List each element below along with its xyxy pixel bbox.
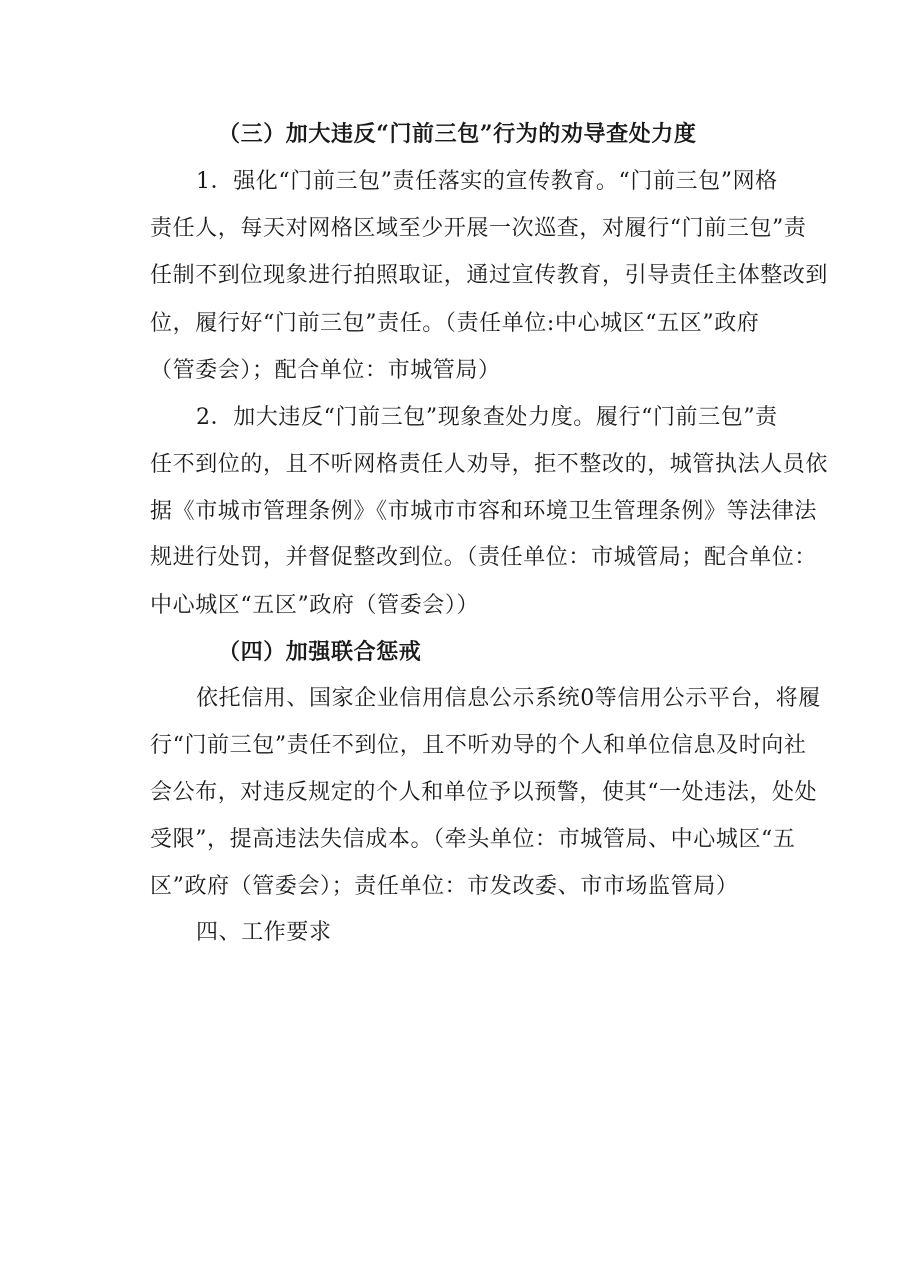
item-1-line-2: 责任人，每天对网格区域至少开展一次巡查，对履行“门前三包”责 (150, 216, 807, 241)
item-2-line-2: 任不到位的，且不听网格责任人劝导，拒不整改的，城管执法人员依 (150, 452, 829, 477)
para-4-line-3: 会公布，对违反规定的个人和单位予以预警，使其“一处违法，处处 (150, 780, 818, 805)
item-2-line-4: 规进行处罚，并督促整改到位。（责任单位：市城管局；配合单位： (150, 545, 818, 570)
item-1-line-4: 位，履行好“门前三包”责任。（责任单位:中心城区“五区”政府 (150, 311, 760, 336)
item-1-line-1: 1．强化“门前三包”责任落实的宣传教育。“门前三包”网格 (196, 169, 778, 194)
section-heading-4: （四）加强联合惩戒 (218, 639, 422, 665)
item-1-line-3: 任制不到位现象进行拍照取证，通过宣传教育，引导责任主体整改到 (150, 263, 829, 288)
item-2-line-3: 据《市城市管理条例》《市城市市容和环境卫生管理条例》等法律法 (150, 499, 818, 524)
section-4-title: 四、工作要求 (196, 920, 332, 945)
section-heading-3: （三）加大违反“门前三包”行为的劝导查处力度 (218, 121, 697, 147)
item-2-line-5: 中心城区“五区”政府（管委会）） (150, 593, 480, 618)
item-1-line-5: （管委会）；配合单位：市城管局） (150, 358, 501, 383)
para-4-line-1: 依托信用、国家企业信用信息公示系统0等信用公示平台，将履 (196, 686, 821, 711)
para-4-line-5: 区”政府（管委会）；责任单位：市发改委、市市场监管局） (150, 874, 739, 899)
para-4-line-4: 受限”，提高违法失信成本。（牵头单位：市城管局、中心城区“五 (150, 827, 796, 852)
item-2-line-1: 2．加大违反“门前三包”现象查处力度。履行“门前三包”责 (196, 405, 778, 430)
para-4-line-2: 行“门前三包”责任不到位，且不听劝导的个人和单位信息及时向社 (150, 733, 807, 758)
